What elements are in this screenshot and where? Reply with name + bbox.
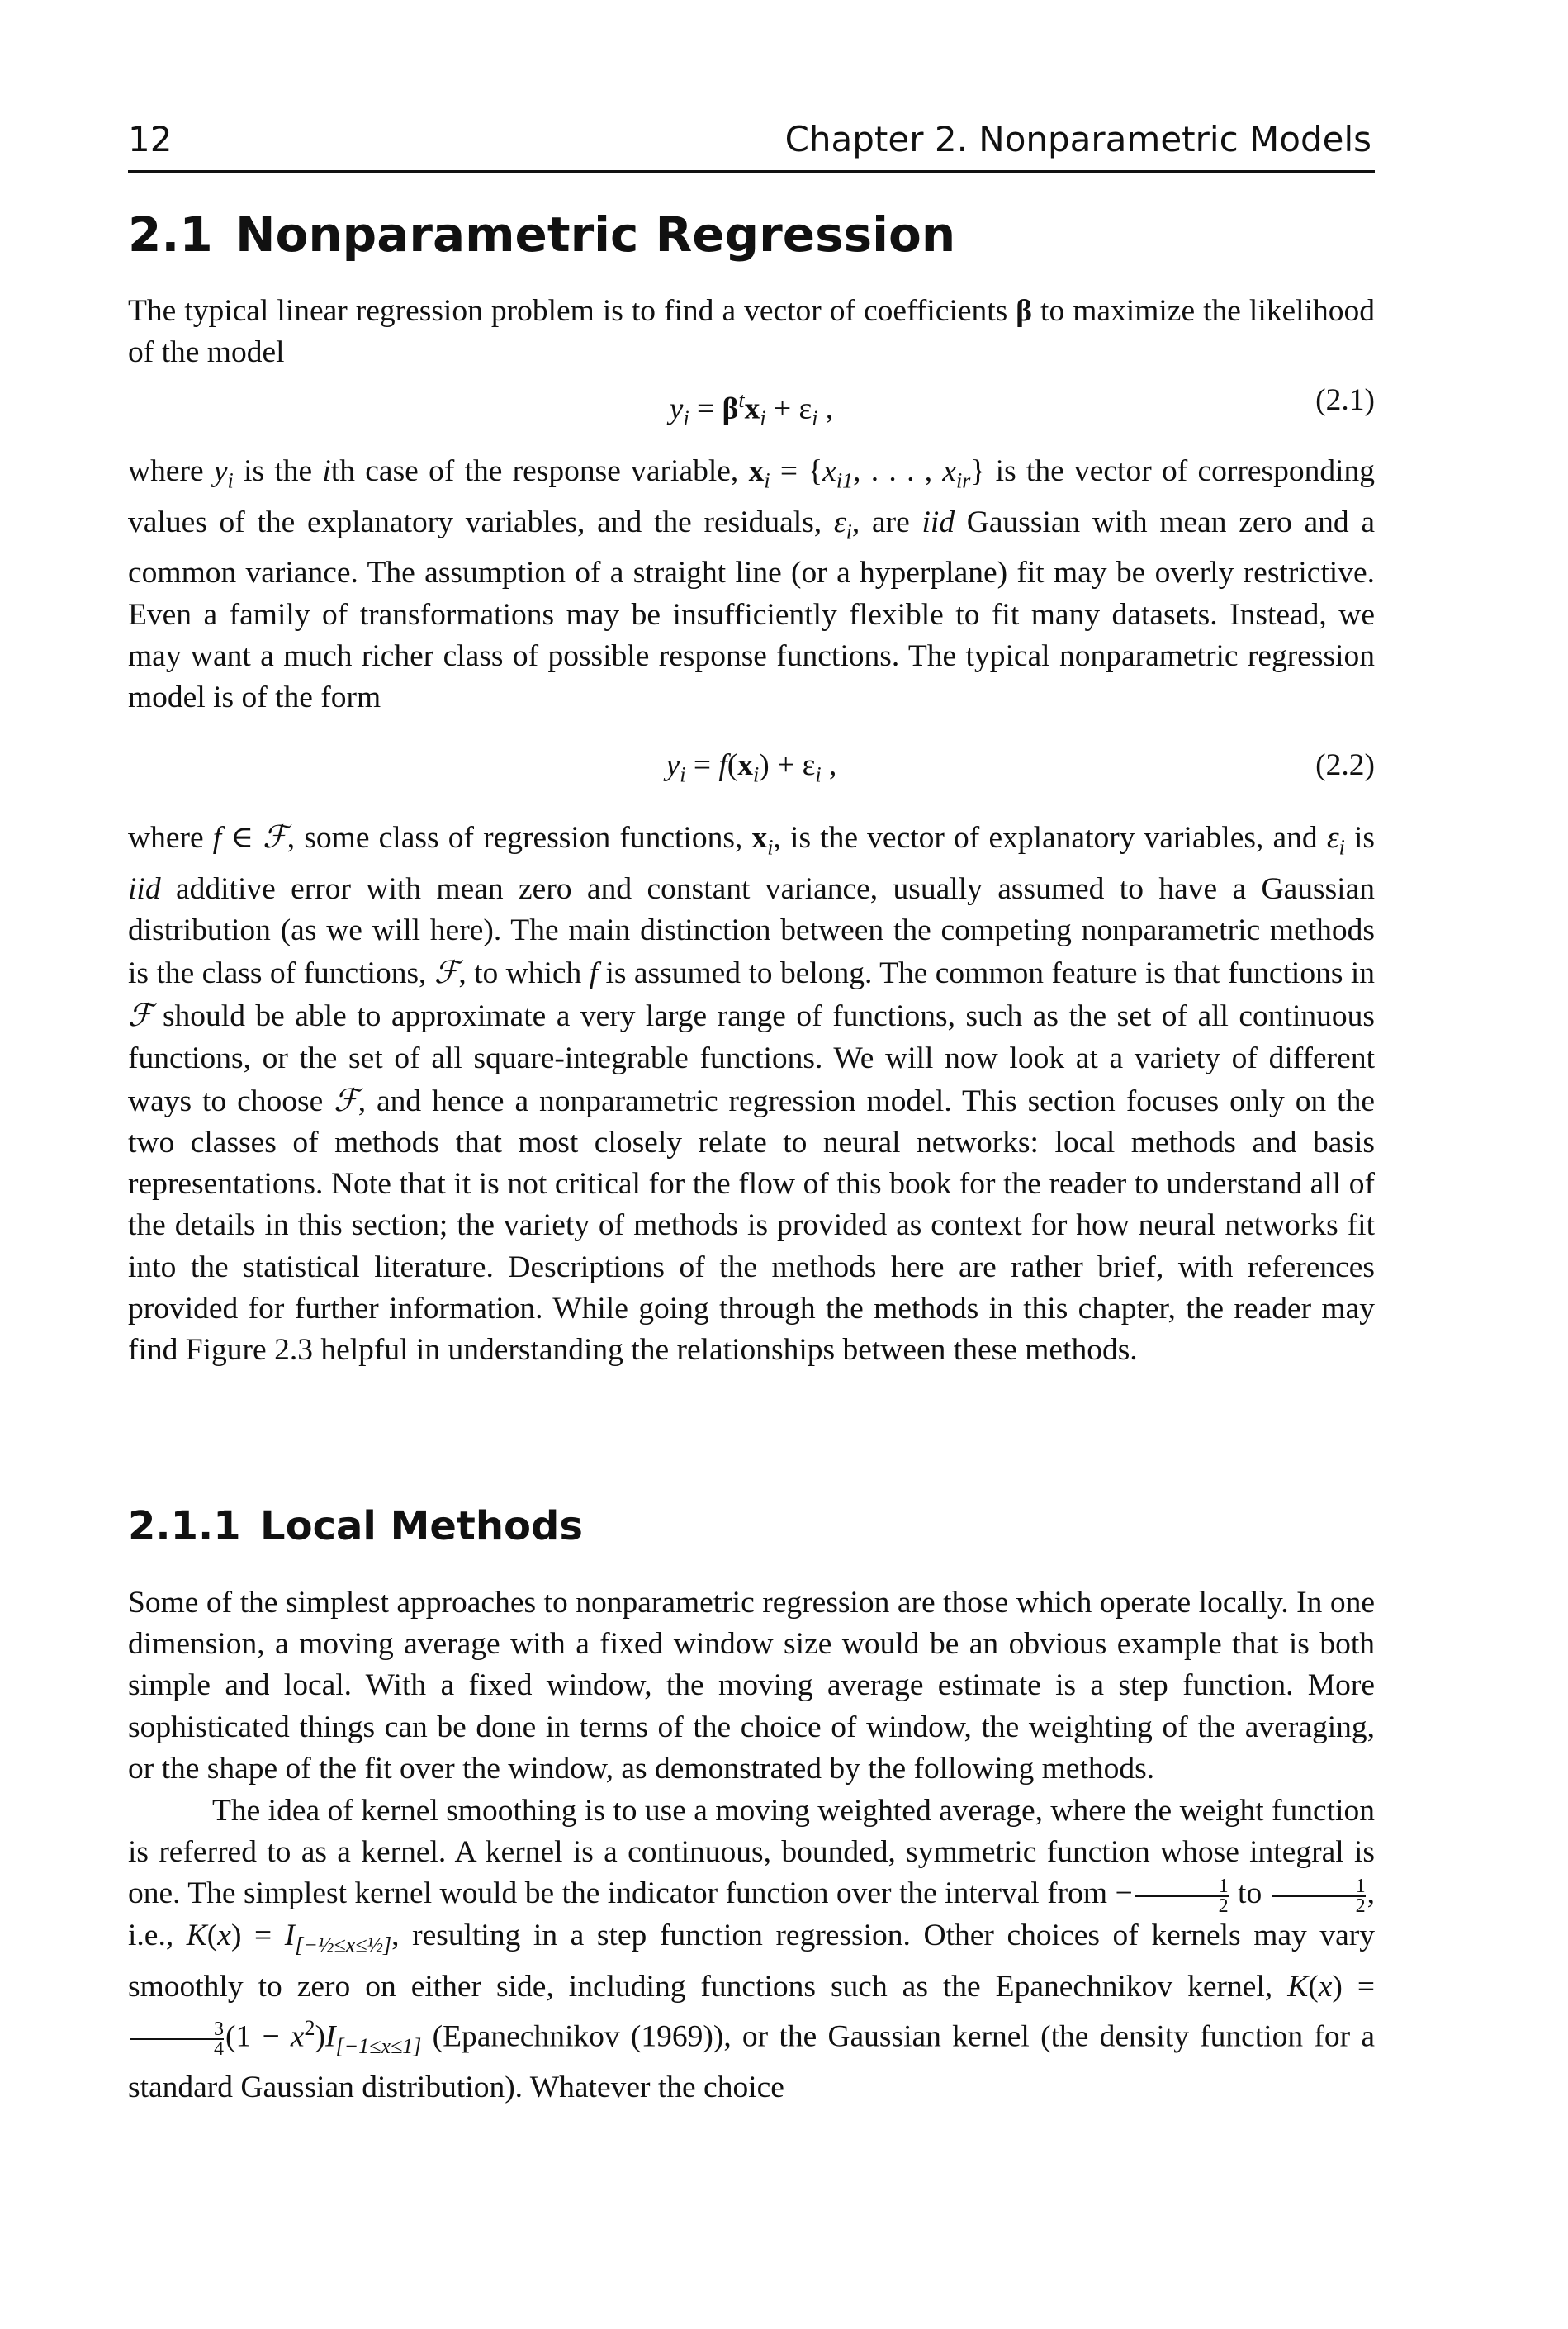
math-var: x xyxy=(1318,1969,1333,2004)
subsection-heading xyxy=(128,1503,583,1549)
text-run: additive error with mean zero and constant variance, usually assumed to have a Gaussian distribution (as we will here). The main distinction between the competing nonparametric methods is the class of functions, xyxy=(128,871,1375,991)
equation-2-1 xyxy=(128,378,1375,430)
eq-sub: i xyxy=(815,762,822,787)
math-class: ℱ xyxy=(334,1081,358,1118)
fraction-half xyxy=(1135,1877,1229,1915)
text-run: (1 − xyxy=(225,2019,291,2054)
math-class: ℱ xyxy=(433,954,459,991)
section-heading xyxy=(128,206,955,263)
text-run: to xyxy=(1229,1876,1270,1911)
text-run: , and hence a nonparametric regression model. This section focuses only on the two classes of methods that most closely relate to neural networks: local methods and basis representations. Note that it is not critical for the flow of this book for the reader to understand all of the details in this section; the variety of methods is provided as context for how neural networks fit into the statistical literature. Descriptions of the methods here are rather brief, with references provided for further information. While going through the methods in this chapter, the reader may find Figure 2.3 helpful in understanding the relationships between these methods. xyxy=(128,1084,1376,1367)
equation-body xyxy=(128,743,1375,798)
text-run: ) = xyxy=(1332,1969,1375,2004)
emphasis: iid xyxy=(128,871,161,906)
text-run: , to which xyxy=(458,956,590,991)
frac-num: 3 xyxy=(214,2018,224,2040)
text-run: is xyxy=(1344,821,1376,855)
text-run: Gaussian with mean zero and a common variance. The assumption of a straight line (or a hyperplane) fit may be overly restrictive. Even a family of transformations may be insufficiently flexible to fit many datasets. Instead, we may want a much richer class of possible response functions. The typical nonparametric regression model is of the form xyxy=(128,505,1375,715)
text-run: , some class of regression functions, xyxy=(287,821,752,855)
paragraph-kernel-smoothing xyxy=(128,1791,1375,2108)
math-sub: ir xyxy=(956,468,971,493)
eq-sub: i xyxy=(680,762,686,787)
eq-var: y xyxy=(669,391,684,426)
text-run: , resulting in a step function regression. Other choices of kernels may vary smoothly to zero on either side, including functions such as the Epanechnikov kernel, xyxy=(128,1918,1375,2004)
math-class: ℱ xyxy=(263,818,287,855)
math-sub: i1 xyxy=(836,468,854,493)
text-run: , are xyxy=(851,505,922,539)
text-run: where xyxy=(128,454,214,488)
eq-beta: β xyxy=(722,391,739,426)
subsection-number: 2.1.1 xyxy=(128,1503,241,1549)
text-run: ) = xyxy=(230,1918,285,1952)
eq-punct: , xyxy=(817,391,834,426)
eq-op: = xyxy=(689,391,722,426)
math-sub: i xyxy=(1338,835,1345,860)
eq-var: f xyxy=(718,748,727,782)
running-title: Chapter 2. Nonparametric Models xyxy=(784,119,1371,159)
equation-body xyxy=(128,378,1375,441)
math-var: f xyxy=(212,821,222,855)
frac-den: 4 xyxy=(130,2038,224,2058)
text-run: ( xyxy=(1308,1969,1319,2004)
math-sup: 2 xyxy=(304,2015,315,2040)
math-var: f xyxy=(589,956,599,991)
fraction-three-quarters xyxy=(130,2020,224,2058)
text-run: , is the vector of explanatory variables, and xyxy=(773,821,1327,855)
math-vector: x xyxy=(748,454,765,488)
subsection-title: Local Methods xyxy=(260,1503,583,1549)
text-run: is assumed to belong. The common feature is that functions in xyxy=(598,956,1375,991)
eq-sup: t xyxy=(738,388,745,412)
paragraph-intro xyxy=(128,291,1375,373)
section-number: 2.1 xyxy=(128,206,213,263)
beta-symbol: β xyxy=(1016,294,1033,328)
frac-num: 1 xyxy=(1218,1875,1229,1897)
paragraph-nonparametric-model xyxy=(128,816,1375,1371)
math-var: K xyxy=(186,1918,207,1952)
frac-den: 2 xyxy=(1272,1895,1366,1915)
eq-x: x xyxy=(744,391,760,426)
eq-sub: i xyxy=(812,406,818,430)
text-run: is the xyxy=(233,454,323,488)
eq-sub: i xyxy=(683,406,689,430)
math-var: y xyxy=(213,454,228,488)
text-run: = { xyxy=(770,454,823,488)
text-run: where xyxy=(128,821,213,855)
math-var: x xyxy=(942,454,957,488)
text-run: The idea of kernel smoothing is to use a moving weighted average, where the weight function is referred to as a kernel. A kernel is a continuous, bounded, symmetric function whose integral is one. The simplest kernel would be the indicator function over the interval from − xyxy=(128,1794,1375,1911)
math-var: x xyxy=(822,454,836,488)
text-run: ) xyxy=(315,2019,326,2054)
page-number: 12 xyxy=(128,119,173,159)
math-class: ℱ xyxy=(128,997,153,1034)
equation-2-2 xyxy=(128,743,1375,788)
eq-sub: i xyxy=(760,406,766,430)
math-var: ε xyxy=(833,505,846,539)
math-var: x xyxy=(217,1918,231,1952)
text-run: should be able to approximate a very large range of functions, such as the set of all continuous functions, or the set of all square-integrable functions. We will now look at a variety of different ways to choose xyxy=(128,999,1375,1118)
eq-x: x xyxy=(737,748,754,782)
math-sub: i xyxy=(764,468,770,493)
eq-sub: i xyxy=(753,762,760,787)
text-run: ( xyxy=(206,1918,218,1952)
math-var: i xyxy=(322,454,331,488)
equation-number: (2.1) xyxy=(1315,383,1375,417)
equation-number: (2.2) xyxy=(1315,748,1375,782)
text-run: The typical linear regression problem is to find a vector of coefficients xyxy=(128,294,1016,328)
math-vector: x xyxy=(751,821,768,855)
math-sub: i xyxy=(227,468,234,493)
eq-op: ) + ε xyxy=(759,748,816,782)
emphasis: iid xyxy=(921,505,955,539)
text-run: (Epanechnikov (1969)), or the Gaussian kernel (the density function for a standard Gaussian distribution). Whatever the choice xyxy=(128,2019,1375,2104)
text-run: } is the vector of corresponding values of the explanatory variables, and the residuals, xyxy=(128,454,1376,539)
math-var: ε xyxy=(1326,821,1339,855)
text-run: , i.e., xyxy=(128,1876,1376,1952)
math-var: K xyxy=(1287,1969,1309,2004)
text-run: ∈ xyxy=(221,821,263,855)
text-run: , . . . , xyxy=(853,454,943,488)
eq-op: = xyxy=(685,748,719,782)
math-var: x xyxy=(290,2019,305,2054)
math-sub: i xyxy=(767,835,774,860)
paragraph-linear-model xyxy=(128,451,1375,719)
text-run: th case of the response variable, xyxy=(330,454,749,488)
frac-num: 1 xyxy=(1355,1875,1366,1897)
eq-punct: , xyxy=(821,748,837,782)
eq-var: y xyxy=(666,748,680,782)
fraction-half xyxy=(1272,1877,1366,1915)
section-title: Nonparametric Regression xyxy=(235,206,956,263)
math-var: I xyxy=(325,2019,336,2054)
math-var: I xyxy=(284,1918,296,1952)
paragraph-local-methods xyxy=(128,1582,1375,1790)
math-sub: [−½≤x≤½] xyxy=(295,1933,392,1957)
eq-punct: ( xyxy=(727,748,738,782)
eq-op: + ε xyxy=(765,391,812,426)
math-sub: [−1≤x≤1] xyxy=(335,2033,422,2058)
running-header xyxy=(128,116,1375,173)
math-sub: i xyxy=(846,519,852,544)
text-run: to maximize the likelihood of the model xyxy=(128,294,1375,370)
frac-den: 2 xyxy=(1135,1895,1229,1915)
text-run: Some of the simplest approaches to nonparametric regression are those which operate locally. In one dimension, a moving average with a fixed window size would be an obvious example that is both simple and local. With a fixed window, the moving average estimate is a step function. More sophisticated things can be done in terms of the choice of window, the weighting of the averaging, or the shape of the fit over the window, as demonstrated by the following methods. xyxy=(128,1586,1375,1786)
